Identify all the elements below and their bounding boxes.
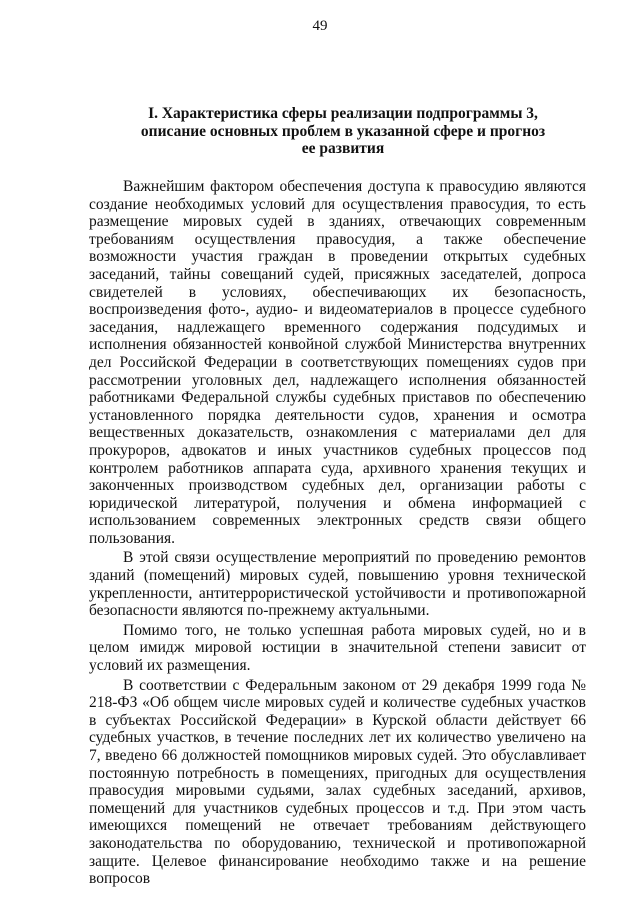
paragraph-1: Важнейшим фактором обеспечения доступа к правосудию являются создание необходимых условий для осуществления правосудия, то есть размещение мировых судей в зданиях, отвечающих современным требованиям осуществления правосудия, а также обеспечение возможности участия граждан в проведении открытых судебных заседаний, тайны совещаний судей, присяжных заседателей, допроса свидетелей в условиях, обеспечивающих их безопасность, воспроизведения фото-, аудио- и видеоматериалов в процессе судебного заседания, надлежащего временного содержания подсудимых и исполнения обязанностей конвойной службой Министерства внутренних дел Российской Федерации в соответствующих помещениях судов при рассмотрении уголовных дел, надлежащего исполнения обязанностей работниками Федеральной службы судебных приставов по обеспечению установленного порядка деятельности судов, хранения и осмотра вещественных доказательств, ознакомления с материалами дел для прокуроров, адвокатов и иных участников судебных процессов под контролем работников аппарата суда, архивного хранения текущих и законченных производством судебных дел, организации работы с юридической литературой, получения и обмена информацией с использованием современных электронных средств связи общего пользования. [89, 178, 586, 547]
heading-line-3: ее развития [301, 140, 385, 157]
page-number: 49 [312, 18, 328, 34]
paragraph-2: В этой связи осуществление мероприятий по проведению ремонтов зданий (помещений) мировых судей, повышению уровня технической укрепленности, антитеррористической устойчивости и противопожарной безопасности являются по-прежнему актуальными. [89, 549, 586, 620]
paragraph-3: Помимо того, не только успешная работа мировых судей, но и в целом имидж мировой юстиции в значительной степени зависит от условий их размещения. [89, 621, 586, 675]
section-heading [100, 105, 586, 158]
heading-line-1: I. Характеристика сферы реализации подпрограммы 3, [148, 105, 538, 122]
body-text [89, 178, 586, 890]
heading-line-2: описание основных проблем в указанной сфере и прогноз [140, 122, 546, 140]
paragraph-4: В соответствии с Федеральным законом от 29 декабря 1999 года № 218-ФЗ «Об общем числе мировых судей и количестве судебных участков в субъектах Российской Федерации» в Курской области действует 66 судебных участков, в течение последних лет их количество увеличено на 7, введено 66 должностей помощников мировых судей. Это обуславливает постоянную потребность в помещениях, пригодных для осуществления правосудия мировыми судьями, залах судебных заседаний, архивов, помещений для участников судебных процессов и т.д. При этом часть имеющихся помещений не отвечает требованиям действующего законодательства по оборудованию, технической и противопожарной защите. Целевое финансирование необходимо также и на решение вопросов [89, 676, 586, 888]
